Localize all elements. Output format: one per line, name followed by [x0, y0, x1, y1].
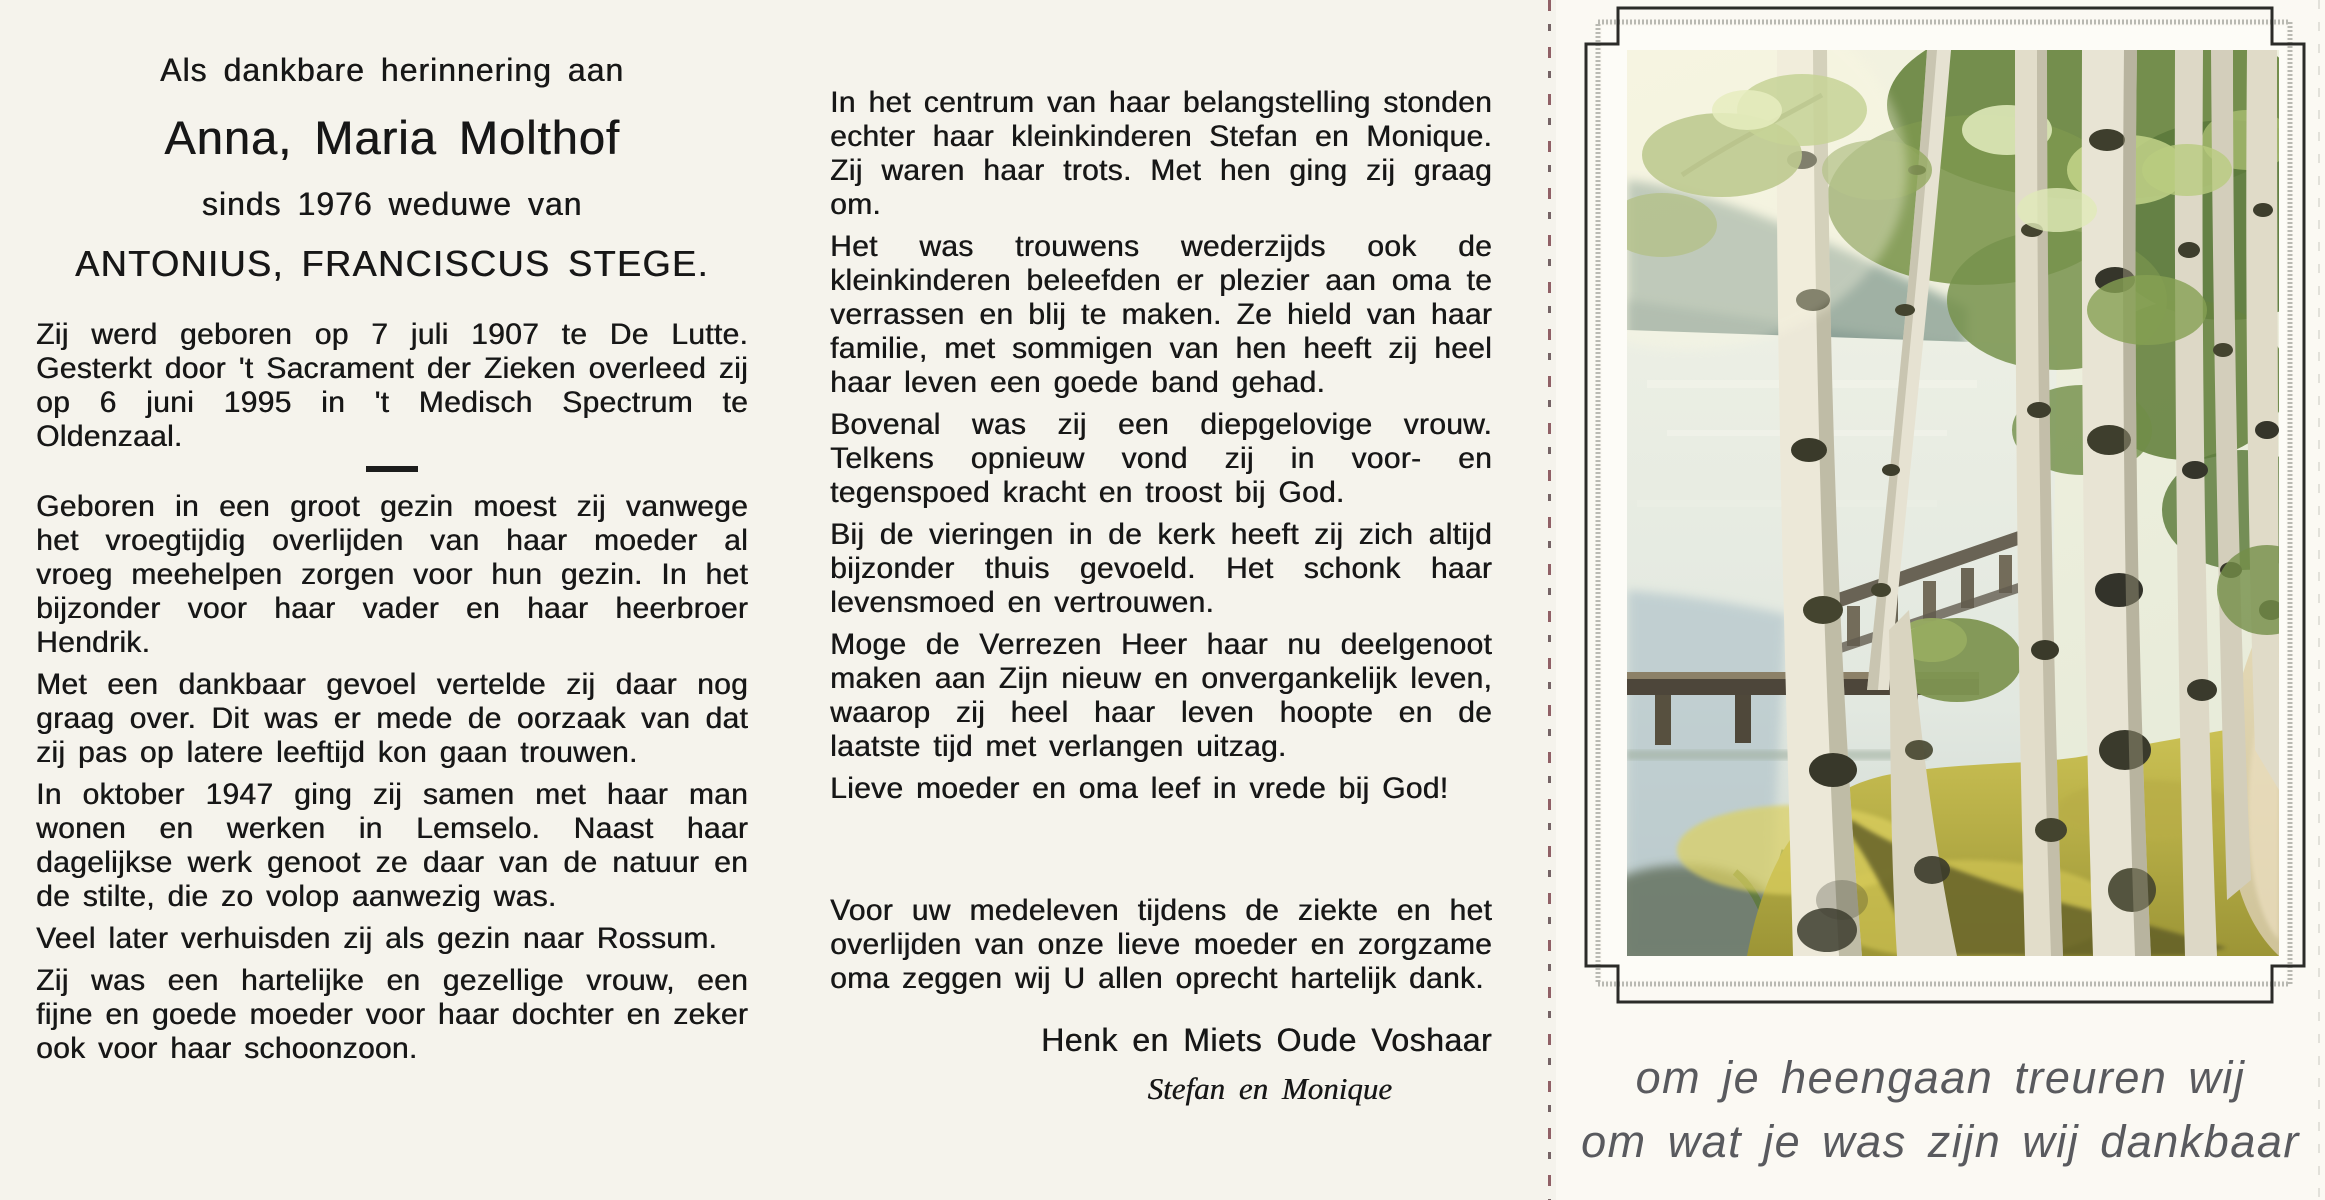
divider-rule [366, 466, 418, 472]
page-edge-mark [2318, 0, 2320, 1200]
paragraph: Bij de vieringen in de kerk heeft zij zich altijd bijzonder thuis gevoeld. Het schonk haar levensmoed en vertrouwen. [830, 518, 1492, 619]
spouse-name: ANTONIUS, FRANCISCUS STEGE. [75, 243, 709, 284]
deceased-name: Anna, Maria Molthof [164, 111, 620, 164]
paragraph: Bovenal was zij een diepgelovige vrouw. Telkens opnieuw vond zij in voor- en tegenspoed kracht en troost bij God. [830, 408, 1492, 509]
birch-lake-photo [1584, 6, 2306, 1004]
paragraph: Veel later verhuisden zij als gezin naar Rossum. [36, 922, 718, 955]
card-header [36, 52, 748, 284]
paragraph: Geboren in een groot gezin moest zij vanwege het vroegtijdig overlijden van haar moeder al vroeg meehelpen zorgen voor hun gezin. In het bijzonder voor haar vader en haar heerbroer Hendrik. [36, 490, 748, 659]
signature-grandchildren: Stefan en Monique [1147, 1071, 1392, 1106]
fold-line [1548, 0, 1551, 1200]
dedication-line: Als dankbare herinnering aan [159, 52, 625, 88]
signature-family: Henk en Miets Oude Voshaar [1040, 1022, 1492, 1058]
widow-line: sinds 1976 weduwe van [201, 186, 583, 222]
photo-frame [1584, 6, 2306, 1004]
photo-caption [1556, 1046, 2325, 1174]
paragraph: In oktober 1947 ging zij samen met haar man wonen en werken in Lemselo. Naast haar dagelijkse werk genoot ze daar van de natuur en de stilte, die zo volop aanwezig was. [36, 778, 748, 913]
paragraph: Het was trouwens wederzijds ook de kleinkinderen beleefden er plezier aan oma te verrassen en blij te maken. Ze hield van haar familie, met sommigen van hen heeft zij heel haar leven een goede band gehad. [830, 230, 1492, 399]
middle-text-column [830, 0, 1492, 1107]
caption-line-1: om je heengaan treuren wij [1635, 1052, 2246, 1103]
paragraph-birth-death: Zij werd geboren op 7 juli 1907 te De Lutte. Gesterkt door 't Sacrament der Zieken overleed zij op 6 juni 1995 in 't Medisch Spectrum te Oldenzaal. [36, 318, 748, 453]
paragraph: Lieve moeder en oma leef in vrede bij God! [830, 772, 1449, 805]
caption-line-2: om wat je was zijn wij dankbaar [1581, 1116, 2300, 1167]
left-text-column [36, 0, 748, 1074]
paragraph: In het centrum van haar belangstelling stonden echter haar kleinkinderen Stefan en Monique. Zij waren haar trots. Met hen ging zij graag om. [830, 86, 1492, 221]
paragraph: Met een dankbaar gevoel vertelde zij daar nog graag over. Dit was er mede de oorzaak van dat zij pas op latere leeftijd kon gaan trouwen. [36, 668, 748, 769]
paragraph: Zij was een hartelijke en gezellige vrouw, een fijne en goede moeder voor haar dochter en zeker ook voor haar schoonzoon. [36, 964, 748, 1065]
thanks-paragraph: Voor uw medeleven tijdens de ziekte en het overlijden van onze lieve moeder en zorgzame oma zeggen wij U allen oprecht hartelijk dank. [830, 894, 1492, 995]
paragraph: Moge de Verrezen Heer haar nu deelgenoot maken aan Zijn nieuw en onvergankelijk leven, waarop zij heel haar leven hoopte en de laatste tijd met verlangen uitzag. [830, 628, 1492, 763]
